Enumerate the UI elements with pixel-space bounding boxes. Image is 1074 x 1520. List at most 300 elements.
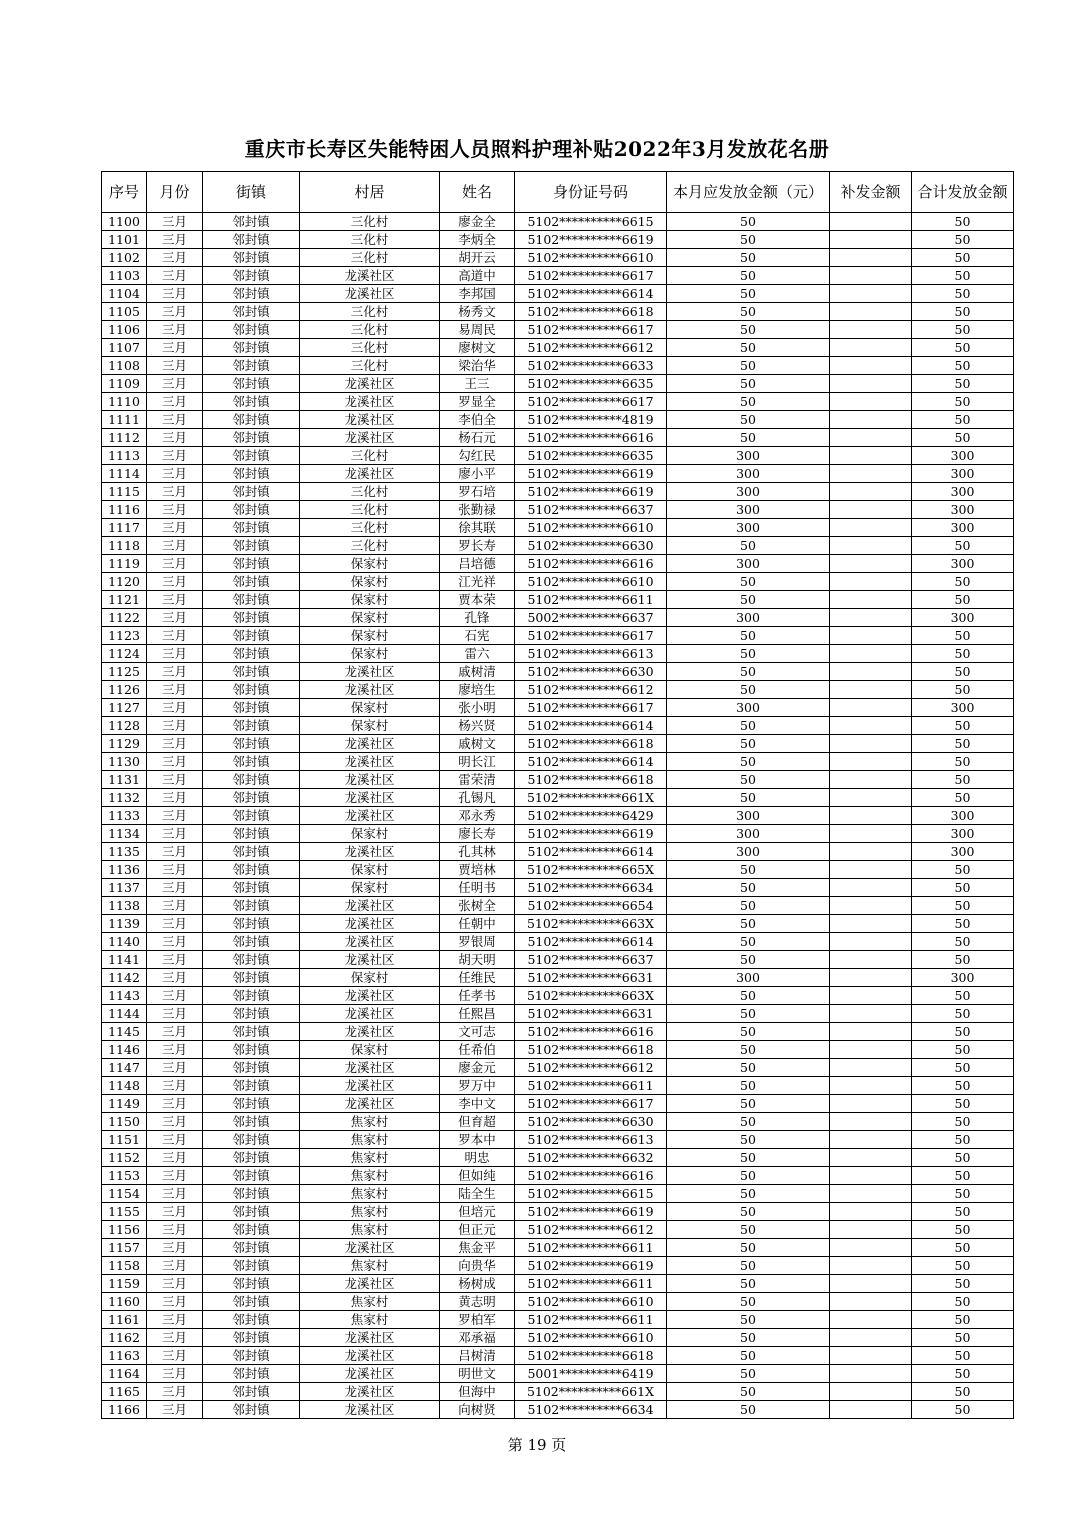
cell-id-number: 5102**********6618 (515, 1347, 667, 1365)
table-row (102, 483, 1014, 501)
cell-id-number: 5102**********6618 (515, 735, 667, 753)
cell-id-number: 5102**********6616 (515, 429, 667, 447)
col-header-id-number: 身份证号码 (515, 172, 667, 213)
cell-town: 邻封镇 (203, 1113, 300, 1131)
table-row (102, 1059, 1014, 1077)
cell-total-amount: 50 (912, 591, 1014, 609)
cell-name: 任希伯 (440, 1041, 515, 1059)
cell-total-amount: 50 (912, 339, 1014, 357)
cell-id-number: 5102**********6610 (515, 1329, 667, 1347)
cell-town: 邻封镇 (203, 267, 300, 285)
cell-town: 邻封镇 (203, 303, 300, 321)
cell-village: 三化村 (300, 501, 440, 519)
cell-name: 陆全生 (440, 1185, 515, 1203)
table-row (102, 357, 1014, 375)
table-row (102, 1113, 1014, 1131)
cell-id-number: 5102**********6619 (515, 1257, 667, 1275)
cell-name: 贾本荣 (440, 591, 515, 609)
cell-supplement-amount (830, 879, 912, 897)
cell-index: 1155 (102, 1203, 147, 1221)
cell-id-number: 5102**********6619 (515, 825, 667, 843)
table-row (102, 1329, 1014, 1347)
cell-index: 1151 (102, 1131, 147, 1149)
cell-village: 保家村 (300, 573, 440, 591)
cell-total-amount: 50 (912, 1401, 1014, 1419)
cell-supplement-amount (830, 1095, 912, 1113)
table-row (102, 753, 1014, 771)
cell-monthly-amount: 50 (667, 429, 830, 447)
cell-town: 邻封镇 (203, 1221, 300, 1239)
table-row (102, 969, 1014, 987)
cell-supplement-amount (830, 627, 912, 645)
cell-id-number: 5102**********6613 (515, 1131, 667, 1149)
cell-town: 邻封镇 (203, 645, 300, 663)
cell-index: 1164 (102, 1365, 147, 1383)
cell-monthly-amount: 300 (667, 825, 830, 843)
cell-name: 胡开云 (440, 249, 515, 267)
cell-town: 邻封镇 (203, 501, 300, 519)
cell-index: 1118 (102, 537, 147, 555)
cell-village: 龙溪社区 (300, 1401, 440, 1419)
cell-id-number: 5102**********6610 (515, 249, 667, 267)
cell-village: 三化村 (300, 447, 440, 465)
table-row (102, 303, 1014, 321)
cell-id-number: 5102**********6619 (515, 1203, 667, 1221)
cell-supplement-amount (830, 861, 912, 879)
cell-month: 三月 (147, 897, 203, 915)
cell-town: 邻封镇 (203, 897, 300, 915)
cell-village: 三化村 (300, 303, 440, 321)
cell-id-number: 5102**********6619 (515, 483, 667, 501)
cell-month: 三月 (147, 357, 203, 375)
cell-village: 龙溪社区 (300, 1077, 440, 1095)
cell-supplement-amount (830, 987, 912, 1005)
cell-monthly-amount: 50 (667, 213, 830, 231)
cell-index: 1163 (102, 1347, 147, 1365)
cell-index: 1127 (102, 699, 147, 717)
cell-month: 三月 (147, 1005, 203, 1023)
cell-index: 1166 (102, 1401, 147, 1419)
cell-index: 1119 (102, 555, 147, 573)
cell-id-number: 5102**********6612 (515, 1059, 667, 1077)
cell-month: 三月 (147, 1257, 203, 1275)
cell-id-number: 5102**********6611 (515, 1077, 667, 1095)
cell-id-number: 5102**********6611 (515, 1239, 667, 1257)
cell-total-amount: 300 (912, 447, 1014, 465)
cell-monthly-amount: 50 (667, 1095, 830, 1113)
cell-month: 三月 (147, 1311, 203, 1329)
cell-total-amount: 50 (912, 735, 1014, 753)
cell-monthly-amount: 300 (667, 807, 830, 825)
cell-village: 龙溪社区 (300, 735, 440, 753)
cell-village: 保家村 (300, 717, 440, 735)
cell-name: 邓承福 (440, 1329, 515, 1347)
table-row (102, 789, 1014, 807)
cell-month: 三月 (147, 735, 203, 753)
cell-monthly-amount: 50 (667, 357, 830, 375)
cell-village: 龙溪社区 (300, 1095, 440, 1113)
cell-supplement-amount (830, 357, 912, 375)
cell-total-amount: 50 (912, 573, 1014, 591)
cell-town: 邻封镇 (203, 825, 300, 843)
cell-village: 龙溪社区 (300, 987, 440, 1005)
cell-monthly-amount: 50 (667, 987, 830, 1005)
cell-village: 保家村 (300, 861, 440, 879)
cell-id-number: 5102**********6635 (515, 447, 667, 465)
cell-index: 1123 (102, 627, 147, 645)
cell-month: 三月 (147, 573, 203, 591)
cell-name: 罗本中 (440, 1131, 515, 1149)
cell-id-number: 5102**********663X (515, 987, 667, 1005)
cell-supplement-amount (830, 429, 912, 447)
cell-name: 李邦国 (440, 285, 515, 303)
cell-month: 三月 (147, 1383, 203, 1401)
cell-total-amount: 50 (912, 1221, 1014, 1239)
cell-total-amount: 50 (912, 861, 1014, 879)
cell-index: 1144 (102, 1005, 147, 1023)
cell-name: 罗万中 (440, 1077, 515, 1095)
cell-town: 邻封镇 (203, 915, 300, 933)
cell-supplement-amount (830, 609, 912, 627)
cell-town: 邻封镇 (203, 699, 300, 717)
cell-monthly-amount: 300 (667, 699, 830, 717)
table-row (102, 609, 1014, 627)
table-row (102, 1149, 1014, 1167)
cell-village: 三化村 (300, 213, 440, 231)
table-row (102, 933, 1014, 951)
cell-monthly-amount: 300 (667, 501, 830, 519)
cell-name: 任熙昌 (440, 1005, 515, 1023)
cell-village: 保家村 (300, 825, 440, 843)
cell-month: 三月 (147, 1203, 203, 1221)
cell-monthly-amount: 300 (667, 519, 830, 537)
table-row (102, 771, 1014, 789)
cell-name: 孔锡凡 (440, 789, 515, 807)
table-row (102, 1005, 1014, 1023)
cell-month: 三月 (147, 285, 203, 303)
cell-month: 三月 (147, 681, 203, 699)
cell-town: 邻封镇 (203, 339, 300, 357)
cell-total-amount: 50 (912, 249, 1014, 267)
cell-monthly-amount: 300 (667, 483, 830, 501)
cell-month: 三月 (147, 1329, 203, 1347)
cell-id-number: 5102**********6613 (515, 645, 667, 663)
cell-supplement-amount (830, 969, 912, 987)
cell-index: 1138 (102, 897, 147, 915)
cell-supplement-amount (830, 231, 912, 249)
cell-supplement-amount (830, 933, 912, 951)
cell-index: 1116 (102, 501, 147, 519)
cell-id-number: 5102**********6617 (515, 321, 667, 339)
cell-town: 邻封镇 (203, 519, 300, 537)
cell-town: 邻封镇 (203, 447, 300, 465)
cell-village: 龙溪社区 (300, 807, 440, 825)
cell-name: 孔其林 (440, 843, 515, 861)
cell-total-amount: 50 (912, 1095, 1014, 1113)
cell-id-number: 5001**********6419 (515, 1365, 667, 1383)
cell-name: 任维民 (440, 969, 515, 987)
cell-monthly-amount: 50 (667, 1275, 830, 1293)
cell-town: 邻封镇 (203, 1023, 300, 1041)
cell-monthly-amount: 50 (667, 1059, 830, 1077)
cell-index: 1148 (102, 1077, 147, 1095)
cell-supplement-amount (830, 825, 912, 843)
cell-total-amount: 300 (912, 465, 1014, 483)
table-row (102, 1257, 1014, 1275)
cell-index: 1110 (102, 393, 147, 411)
cell-name: 李伯全 (440, 411, 515, 429)
cell-monthly-amount: 50 (667, 645, 830, 663)
cell-id-number: 5102**********6654 (515, 897, 667, 915)
cell-index: 1126 (102, 681, 147, 699)
cell-month: 三月 (147, 321, 203, 339)
cell-index: 1147 (102, 1059, 147, 1077)
cell-supplement-amount (830, 897, 912, 915)
cell-month: 三月 (147, 627, 203, 645)
cell-total-amount: 50 (912, 681, 1014, 699)
cell-id-number: 5102**********6612 (515, 1221, 667, 1239)
table-row (102, 951, 1014, 969)
cell-monthly-amount: 50 (667, 753, 830, 771)
cell-id-number: 5102**********6618 (515, 1041, 667, 1059)
cell-total-amount: 300 (912, 825, 1014, 843)
cell-monthly-amount: 50 (667, 1149, 830, 1167)
cell-total-amount: 50 (912, 1275, 1014, 1293)
cell-monthly-amount: 50 (667, 249, 830, 267)
cell-town: 邻封镇 (203, 1383, 300, 1401)
cell-name: 吕树清 (440, 1347, 515, 1365)
cell-village: 三化村 (300, 483, 440, 501)
cell-village: 龙溪社区 (300, 1329, 440, 1347)
cell-village: 焦家村 (300, 1149, 440, 1167)
table-row (102, 627, 1014, 645)
cell-name: 张树全 (440, 897, 515, 915)
cell-id-number: 5102**********6615 (515, 213, 667, 231)
cell-index: 1160 (102, 1293, 147, 1311)
cell-town: 邻封镇 (203, 375, 300, 393)
cell-month: 三月 (147, 465, 203, 483)
cell-supplement-amount (830, 447, 912, 465)
cell-village: 三化村 (300, 537, 440, 555)
cell-monthly-amount: 50 (667, 267, 830, 285)
cell-index: 1112 (102, 429, 147, 447)
cell-total-amount: 50 (912, 645, 1014, 663)
cell-month: 三月 (147, 429, 203, 447)
cell-index: 1131 (102, 771, 147, 789)
cell-name: 明长江 (440, 753, 515, 771)
cell-total-amount: 50 (912, 933, 1014, 951)
cell-total-amount: 50 (912, 1131, 1014, 1149)
cell-month: 三月 (147, 1239, 203, 1257)
cell-month: 三月 (147, 213, 203, 231)
cell-id-number: 5102**********6610 (515, 519, 667, 537)
cell-id-number: 5102**********663X (515, 915, 667, 933)
cell-monthly-amount: 300 (667, 843, 830, 861)
cell-total-amount: 300 (912, 519, 1014, 537)
cell-monthly-amount: 50 (667, 537, 830, 555)
cell-index: 1100 (102, 213, 147, 231)
cell-village: 焦家村 (300, 1221, 440, 1239)
cell-supplement-amount (830, 1167, 912, 1185)
cell-supplement-amount (830, 681, 912, 699)
cell-supplement-amount (830, 1239, 912, 1257)
cell-town: 邻封镇 (203, 1041, 300, 1059)
cell-name: 孔锋 (440, 609, 515, 627)
cell-index: 1129 (102, 735, 147, 753)
cell-village: 保家村 (300, 591, 440, 609)
cell-month: 三月 (147, 519, 203, 537)
cell-town: 邻封镇 (203, 465, 300, 483)
cell-supplement-amount (830, 321, 912, 339)
cell-total-amount: 300 (912, 483, 1014, 501)
cell-name: 焦金平 (440, 1239, 515, 1257)
cell-month: 三月 (147, 231, 203, 249)
cell-name: 易周民 (440, 321, 515, 339)
table-row (102, 447, 1014, 465)
cell-town: 邻封镇 (203, 1257, 300, 1275)
cell-index: 1107 (102, 339, 147, 357)
table-row (102, 699, 1014, 717)
cell-supplement-amount (830, 1203, 912, 1221)
cell-total-amount: 50 (912, 1347, 1014, 1365)
cell-month: 三月 (147, 1077, 203, 1095)
cell-town: 邻封镇 (203, 1149, 300, 1167)
cell-supplement-amount (830, 213, 912, 231)
cell-town: 邻封镇 (203, 411, 300, 429)
cell-month: 三月 (147, 555, 203, 573)
cell-id-number: 5102**********6616 (515, 1023, 667, 1041)
table-row (102, 1311, 1014, 1329)
cell-town: 邻封镇 (203, 1059, 300, 1077)
cell-total-amount: 300 (912, 609, 1014, 627)
cell-village: 焦家村 (300, 1131, 440, 1149)
cell-index: 1135 (102, 843, 147, 861)
cell-name: 罗石培 (440, 483, 515, 501)
table-row (102, 663, 1014, 681)
table-row (102, 1077, 1014, 1095)
cell-total-amount: 50 (912, 375, 1014, 393)
cell-month: 三月 (147, 915, 203, 933)
cell-index: 1165 (102, 1383, 147, 1401)
cell-monthly-amount: 50 (667, 717, 830, 735)
cell-supplement-amount (830, 915, 912, 933)
cell-supplement-amount (830, 411, 912, 429)
cell-month: 三月 (147, 1401, 203, 1419)
table-row (102, 249, 1014, 267)
cell-village: 龙溪社区 (300, 1365, 440, 1383)
cell-total-amount: 50 (912, 897, 1014, 915)
cell-id-number: 5102**********661X (515, 789, 667, 807)
cell-total-amount: 50 (912, 213, 1014, 231)
cell-name: 戚树文 (440, 735, 515, 753)
cell-supplement-amount (830, 1041, 912, 1059)
cell-name: 杨兴贤 (440, 717, 515, 735)
cell-name: 贾培林 (440, 861, 515, 879)
col-header-month: 月份 (147, 172, 203, 213)
cell-monthly-amount: 50 (667, 681, 830, 699)
cell-monthly-amount: 50 (667, 1329, 830, 1347)
cell-total-amount: 50 (912, 357, 1014, 375)
cell-index: 1156 (102, 1221, 147, 1239)
cell-total-amount: 50 (912, 393, 1014, 411)
col-header-monthly-amount: 本月应发放金额（元） (667, 172, 830, 213)
cell-town: 邻封镇 (203, 861, 300, 879)
cell-total-amount: 50 (912, 789, 1014, 807)
cell-index: 1105 (102, 303, 147, 321)
cell-index: 1121 (102, 591, 147, 609)
cell-village: 三化村 (300, 249, 440, 267)
cell-total-amount: 50 (912, 951, 1014, 969)
cell-index: 1158 (102, 1257, 147, 1275)
cell-supplement-amount (830, 645, 912, 663)
table-header-row (102, 172, 1014, 213)
cell-supplement-amount (830, 1113, 912, 1131)
cell-id-number: 5102**********6631 (515, 1005, 667, 1023)
cell-month: 三月 (147, 1167, 203, 1185)
cell-index: 1122 (102, 609, 147, 627)
cell-village: 龙溪社区 (300, 789, 440, 807)
cell-town: 邻封镇 (203, 1095, 300, 1113)
cell-name: 杨树成 (440, 1275, 515, 1293)
roster-body (102, 213, 1014, 1419)
cell-id-number: 5102**********6630 (515, 537, 667, 555)
document-title: 重庆市长寿区失能特困人员照料护理补贴2022年3月发放花名册 (244, 137, 830, 161)
col-header-town: 街镇 (203, 172, 300, 213)
cell-town: 邻封镇 (203, 735, 300, 753)
cell-monthly-amount: 50 (667, 735, 830, 753)
cell-town: 邻封镇 (203, 933, 300, 951)
cell-monthly-amount: 50 (667, 1383, 830, 1401)
cell-village: 焦家村 (300, 1185, 440, 1203)
cell-id-number: 5102**********6611 (515, 1275, 667, 1293)
cell-village: 龙溪社区 (300, 753, 440, 771)
cell-total-amount: 50 (912, 663, 1014, 681)
cell-town: 邻封镇 (203, 1239, 300, 1257)
cell-village: 保家村 (300, 609, 440, 627)
table-row (102, 1293, 1014, 1311)
cell-month: 三月 (147, 789, 203, 807)
cell-supplement-amount (830, 717, 912, 735)
cell-supplement-amount (830, 1131, 912, 1149)
table-row (102, 1041, 1014, 1059)
table-row (102, 1023, 1014, 1041)
cell-name: 徐其联 (440, 519, 515, 537)
cell-monthly-amount: 300 (667, 555, 830, 573)
cell-monthly-amount: 50 (667, 1347, 830, 1365)
cell-month: 三月 (147, 807, 203, 825)
cell-id-number: 5102**********6619 (515, 465, 667, 483)
cell-village: 龙溪社区 (300, 375, 440, 393)
cell-village: 龙溪社区 (300, 951, 440, 969)
cell-village: 龙溪社区 (300, 1005, 440, 1023)
cell-supplement-amount (830, 1401, 912, 1419)
cell-id-number: 5102**********6618 (515, 771, 667, 789)
cell-month: 三月 (147, 987, 203, 1005)
cell-id-number: 5102**********6614 (515, 717, 667, 735)
cell-supplement-amount (830, 1293, 912, 1311)
cell-total-amount: 50 (912, 771, 1014, 789)
cell-index: 1139 (102, 915, 147, 933)
cell-town: 邻封镇 (203, 879, 300, 897)
table-row (102, 339, 1014, 357)
table-row (102, 735, 1014, 753)
cell-village: 龙溪社区 (300, 1347, 440, 1365)
cell-id-number: 5102**********6614 (515, 753, 667, 771)
cell-village: 龙溪社区 (300, 843, 440, 861)
cell-month: 三月 (147, 663, 203, 681)
cell-month: 三月 (147, 843, 203, 861)
cell-monthly-amount: 50 (667, 411, 830, 429)
